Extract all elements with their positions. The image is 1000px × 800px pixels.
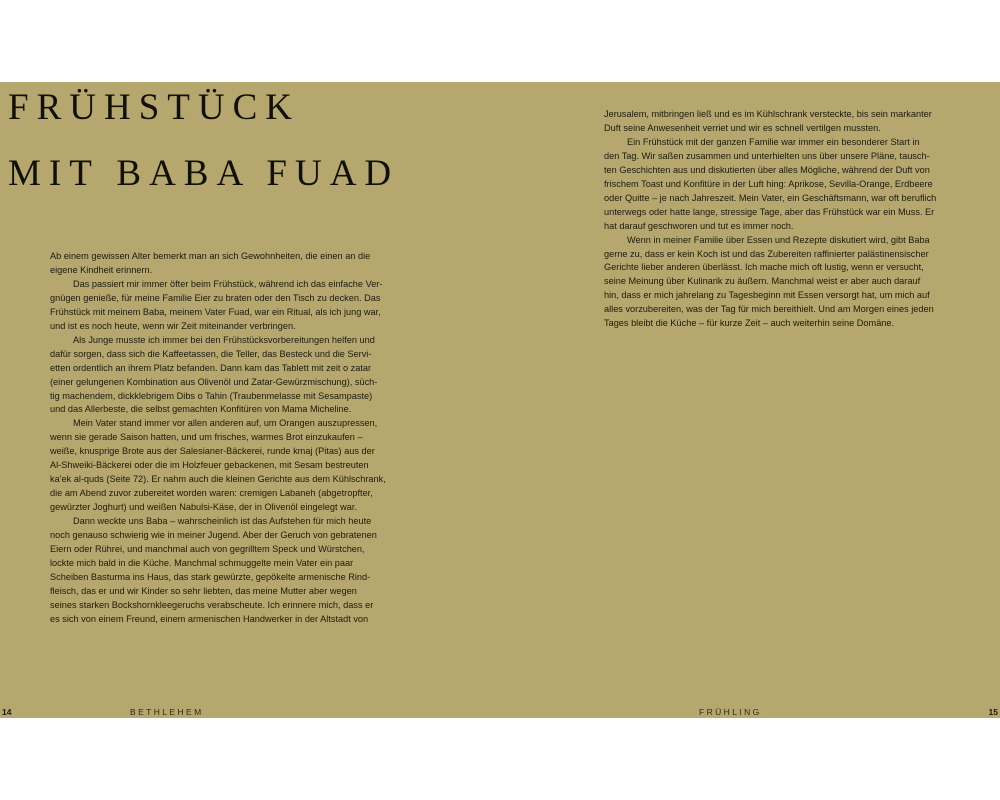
body-text-line: den Tag. Wir saßen zusammen und unterhielten uns über unsere Pläne, tausch- (604, 150, 930, 161)
body-text-line: frischem Toast und Konfitüre in der Luft hing: Aprikose, Sevilla-Orange, Erdbeere (604, 178, 933, 189)
body-text-line: seine Meinung über Kulinarik zu äußern. Manchmal weist er aber auch darauf (604, 276, 921, 287)
body-text-line: fleisch, das er und wir Kinder so sehr liebten, das meine Mutter aber wegen (50, 585, 357, 596)
body-text-line: Al-Shweiki-Bäckerei oder die im Holzfeuer gebackenen, mit Sesam bestreuten (50, 460, 369, 471)
body-text-line: Als Junge musste ich immer bei den Frühstücksvorbereitungen helfen und (73, 334, 375, 345)
body-text-line: wenn sie gerade Saison hatten, und um frisches, warmes Brot einzukaufen – (50, 432, 363, 443)
body-text-line: die am Abend zuvor zubereitet worden waren: cremigen Labaneh (abgetropfter, (50, 488, 373, 499)
right-text-column (604, 108, 964, 331)
chapter-title-line-1: FRÜHSTÜCK (8, 87, 300, 128)
body-text-line: Mein Vater stand immer vor allen anderen auf, um Orangen auszupressen, (73, 418, 378, 429)
body-text-line: ka'ek al-quds (Seite 72). Er nahm auch die kleinen Gerichte aus dem Kühlschrank, (50, 474, 386, 485)
body-text-line: Dann weckte uns Baba – wahrscheinlich ist das Aufstehen für mich heute (73, 516, 372, 527)
right-running-head: FRÜHLING (699, 707, 762, 717)
left-running-head: BETHLEHEM (130, 707, 204, 717)
body-text-line: Das passiert mir immer öfter beim Frühstück, während ich das einfache Ver- (73, 278, 383, 289)
body-text-line: seines starken Bockshornkleegeruchs verabscheute. Ich erinnere mich, dass er (50, 599, 374, 610)
body-text-line: lockte mich bald in die Küche. Manchmal schmuggelte mein Vater ein paar (50, 557, 354, 568)
chapter-title-line-2: MIT BABA FUAD (8, 153, 400, 194)
body-text-line: ten Geschichten aus und diskutierten über alles Mögliche, während der Duft von (604, 164, 930, 175)
body-text-line: eigene Kindheit erinnern. (50, 264, 153, 275)
body-text-line: Scheiben Basturma ins Haus, das stark gewürzte, gepökelte armenische Rind- (50, 571, 371, 582)
body-text-line: Tages bleibt die Küche – für kurze Zeit – auch weiterhin seine Domäne. (604, 318, 895, 329)
body-text-line: Duft seine Anwesenheit verriet und wir es schnell vertilgen mussten. (604, 122, 881, 133)
body-text-line: gewürzter Joghurt) und weißen Nabulsi-Käse, der in Olivenöl eingelegt war. (50, 502, 357, 513)
body-text-line: Frühstück mit meinem Baba, meinem Vater Fuad, war ein Ritual, als ich jung war, (50, 306, 381, 317)
body-text-line: hin, dass er mich jahrelang zu Tagesbeginn mit Essen versorgt hat, um mich auf (604, 290, 930, 301)
body-text-line: Gerichte lieber anderen überlässt. Ich mache mich oft lustig, wenn er versucht, (604, 262, 924, 273)
body-text-line: Ein Frühstück mit der ganzen Familie war immer ein besonderer Start in (627, 136, 920, 147)
body-text-line: und ist es noch heute, wenn wir Zeit miteinander verbringen. (50, 320, 296, 331)
body-text-line: noch genauso schwierig wie in meiner Jugend. Aber der Geruch von gebratenen (50, 530, 377, 541)
body-text-line: alles vorzubereiten, was der Tag für mich bereithielt. Und am Morgen eines jeden (604, 304, 934, 315)
body-text-line: (einer gelungenen Kombination aus Olivenöl und Zatar-Gewürzmischung), süch- (50, 376, 378, 387)
left-text-column (50, 250, 410, 627)
body-text-line: hat darauf geschworen und tut es immer noch. (604, 220, 794, 231)
body-text-line: Jerusalem, mitbringen ließ und es im Kühlschrank versteckte, bis sein markanter (604, 109, 932, 119)
body-text-line: Wenn in meiner Familie über Essen und Rezepte diskutiert wird, gibt Baba (627, 234, 930, 245)
body-text-line: etten ordentlich an ihrem Platz befanden. Dann kam das Tablett mit zeit o zatar (50, 362, 372, 373)
body-text-line: tig machendem, dickklebrigem Dibs o Tahin (Traubenmelasse mit Sesampaste) (50, 390, 373, 401)
body-text-line: Ab einem gewissen Alter bemerkt man an sich Gewohnheiten, die einen an die (50, 251, 371, 261)
body-text-line: gerne zu, dass er kein Koch ist und das Zubereiten raffinierter palästinensischer (604, 248, 929, 259)
book-spread (0, 82, 1000, 718)
left-page-number: 14 (2, 707, 12, 717)
body-text-line: und das Allerbeste, die selbst gemachten Konfitüren von Mama Micheline. (50, 404, 352, 415)
body-text-line: oder Quitte – je nach Jahreszeit. Mein Vater, ein Geschäftsmann, war oft beruflich (604, 192, 937, 203)
body-text-line: gnügen genieße, für meine Familie Eier zu braten oder den Tisch zu decken. Das (50, 292, 381, 303)
body-text-line: Eiern oder Rührei, und manchmal auch von gegrilltem Speck und Würstchen, (50, 544, 365, 555)
body-text-line: weiße, knusprige Brote aus der Salesianer-Bäckerei, runde kmaj (Pitas) aus der (50, 446, 375, 457)
body-text-line: es sich von einem Freund, einem armenischen Handwerker in der Altstadt von (50, 613, 369, 624)
right-page-number: 15 (988, 707, 998, 717)
body-text-line: dafür sorgen, dass sich die Kaffeetassen, die Teller, das Besteck und die Servi- (50, 348, 372, 359)
body-text-line: unterwegs oder hatte lange, stressige Tage, aber das Frühstück war ein Muss. Er (604, 206, 935, 217)
